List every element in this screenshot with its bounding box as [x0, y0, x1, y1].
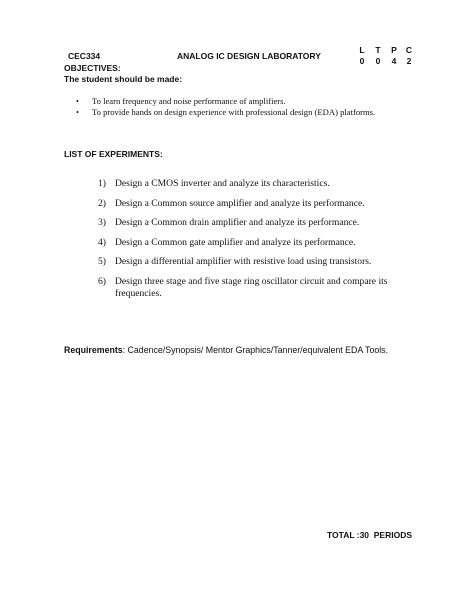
ltpc-label-t: T [375, 45, 381, 55]
ltpc-value-t: 0 [375, 56, 381, 66]
requirements-text: : Cadence/Synopsis/ Mentor Graphics/Tanner/equivalent EDA Tools. [122, 345, 389, 355]
experiment-text: Design a Common drain amplifier and analyze its performance. [115, 217, 360, 229]
ltpc-label-p: P [391, 45, 397, 55]
objectives-list [76, 96, 456, 118]
list-item [98, 178, 418, 190]
ltpc-value-c: 2 [406, 56, 412, 66]
course-title: ANALOG IC DESIGN LABORATORY [177, 51, 321, 61]
requirements-label: Requirements [64, 345, 123, 355]
ltpc-value-p: 4 [391, 56, 397, 66]
list-item [76, 107, 456, 118]
requirements-line [64, 345, 388, 355]
objectives-intro: The student should be made: [64, 74, 183, 84]
experiment-text: Design a CMOS inverter and analyze its characteristics. [115, 178, 330, 189]
list-item [98, 217, 418, 229]
experiment-text: Design a Common gate amplifier and analyze its performance. [115, 236, 356, 248]
experiments-heading: LIST OF EXPERIMENTS: [64, 149, 163, 159]
experiment-number: 4) [98, 236, 106, 248]
objective-text: To provide hands on design experience with professional design (EDA) platforms. [92, 107, 376, 117]
ltpc-label-c: C [405, 45, 413, 55]
list-item [98, 198, 418, 210]
list-item [98, 237, 418, 249]
experiment-text: Design three stage and five stage ring oscillator circuit and compare its frequencies. [115, 275, 388, 299]
list-item [76, 96, 456, 107]
ltpc-value-l: 0 [359, 56, 365, 66]
experiment-number: 6) [98, 275, 106, 287]
objectives-heading: OBJECTIVES: [64, 63, 121, 73]
experiment-number: 3) [98, 217, 106, 229]
list-item [98, 276, 418, 300]
total-periods: TOTAL :30 PERIODS [327, 530, 413, 540]
bullet-icon: • [76, 97, 79, 106]
experiment-text: Design a Common source amplifier and analyze its performance. [115, 197, 365, 209]
objective-text: To learn frequency and noise performance of amplifiers. [92, 96, 286, 106]
experiment-number: 5) [98, 256, 106, 268]
experiment-text: Design a differential amplifier with resistive load using transistors. [115, 256, 372, 268]
list-item [98, 256, 418, 268]
ltpc-label-l: L [359, 45, 365, 55]
course-code: CEC334 [68, 51, 101, 61]
experiment-number: 2) [98, 197, 106, 209]
bullet-icon: • [76, 108, 79, 117]
experiments-list [98, 178, 418, 308]
experiment-number: 1) [98, 178, 106, 189]
